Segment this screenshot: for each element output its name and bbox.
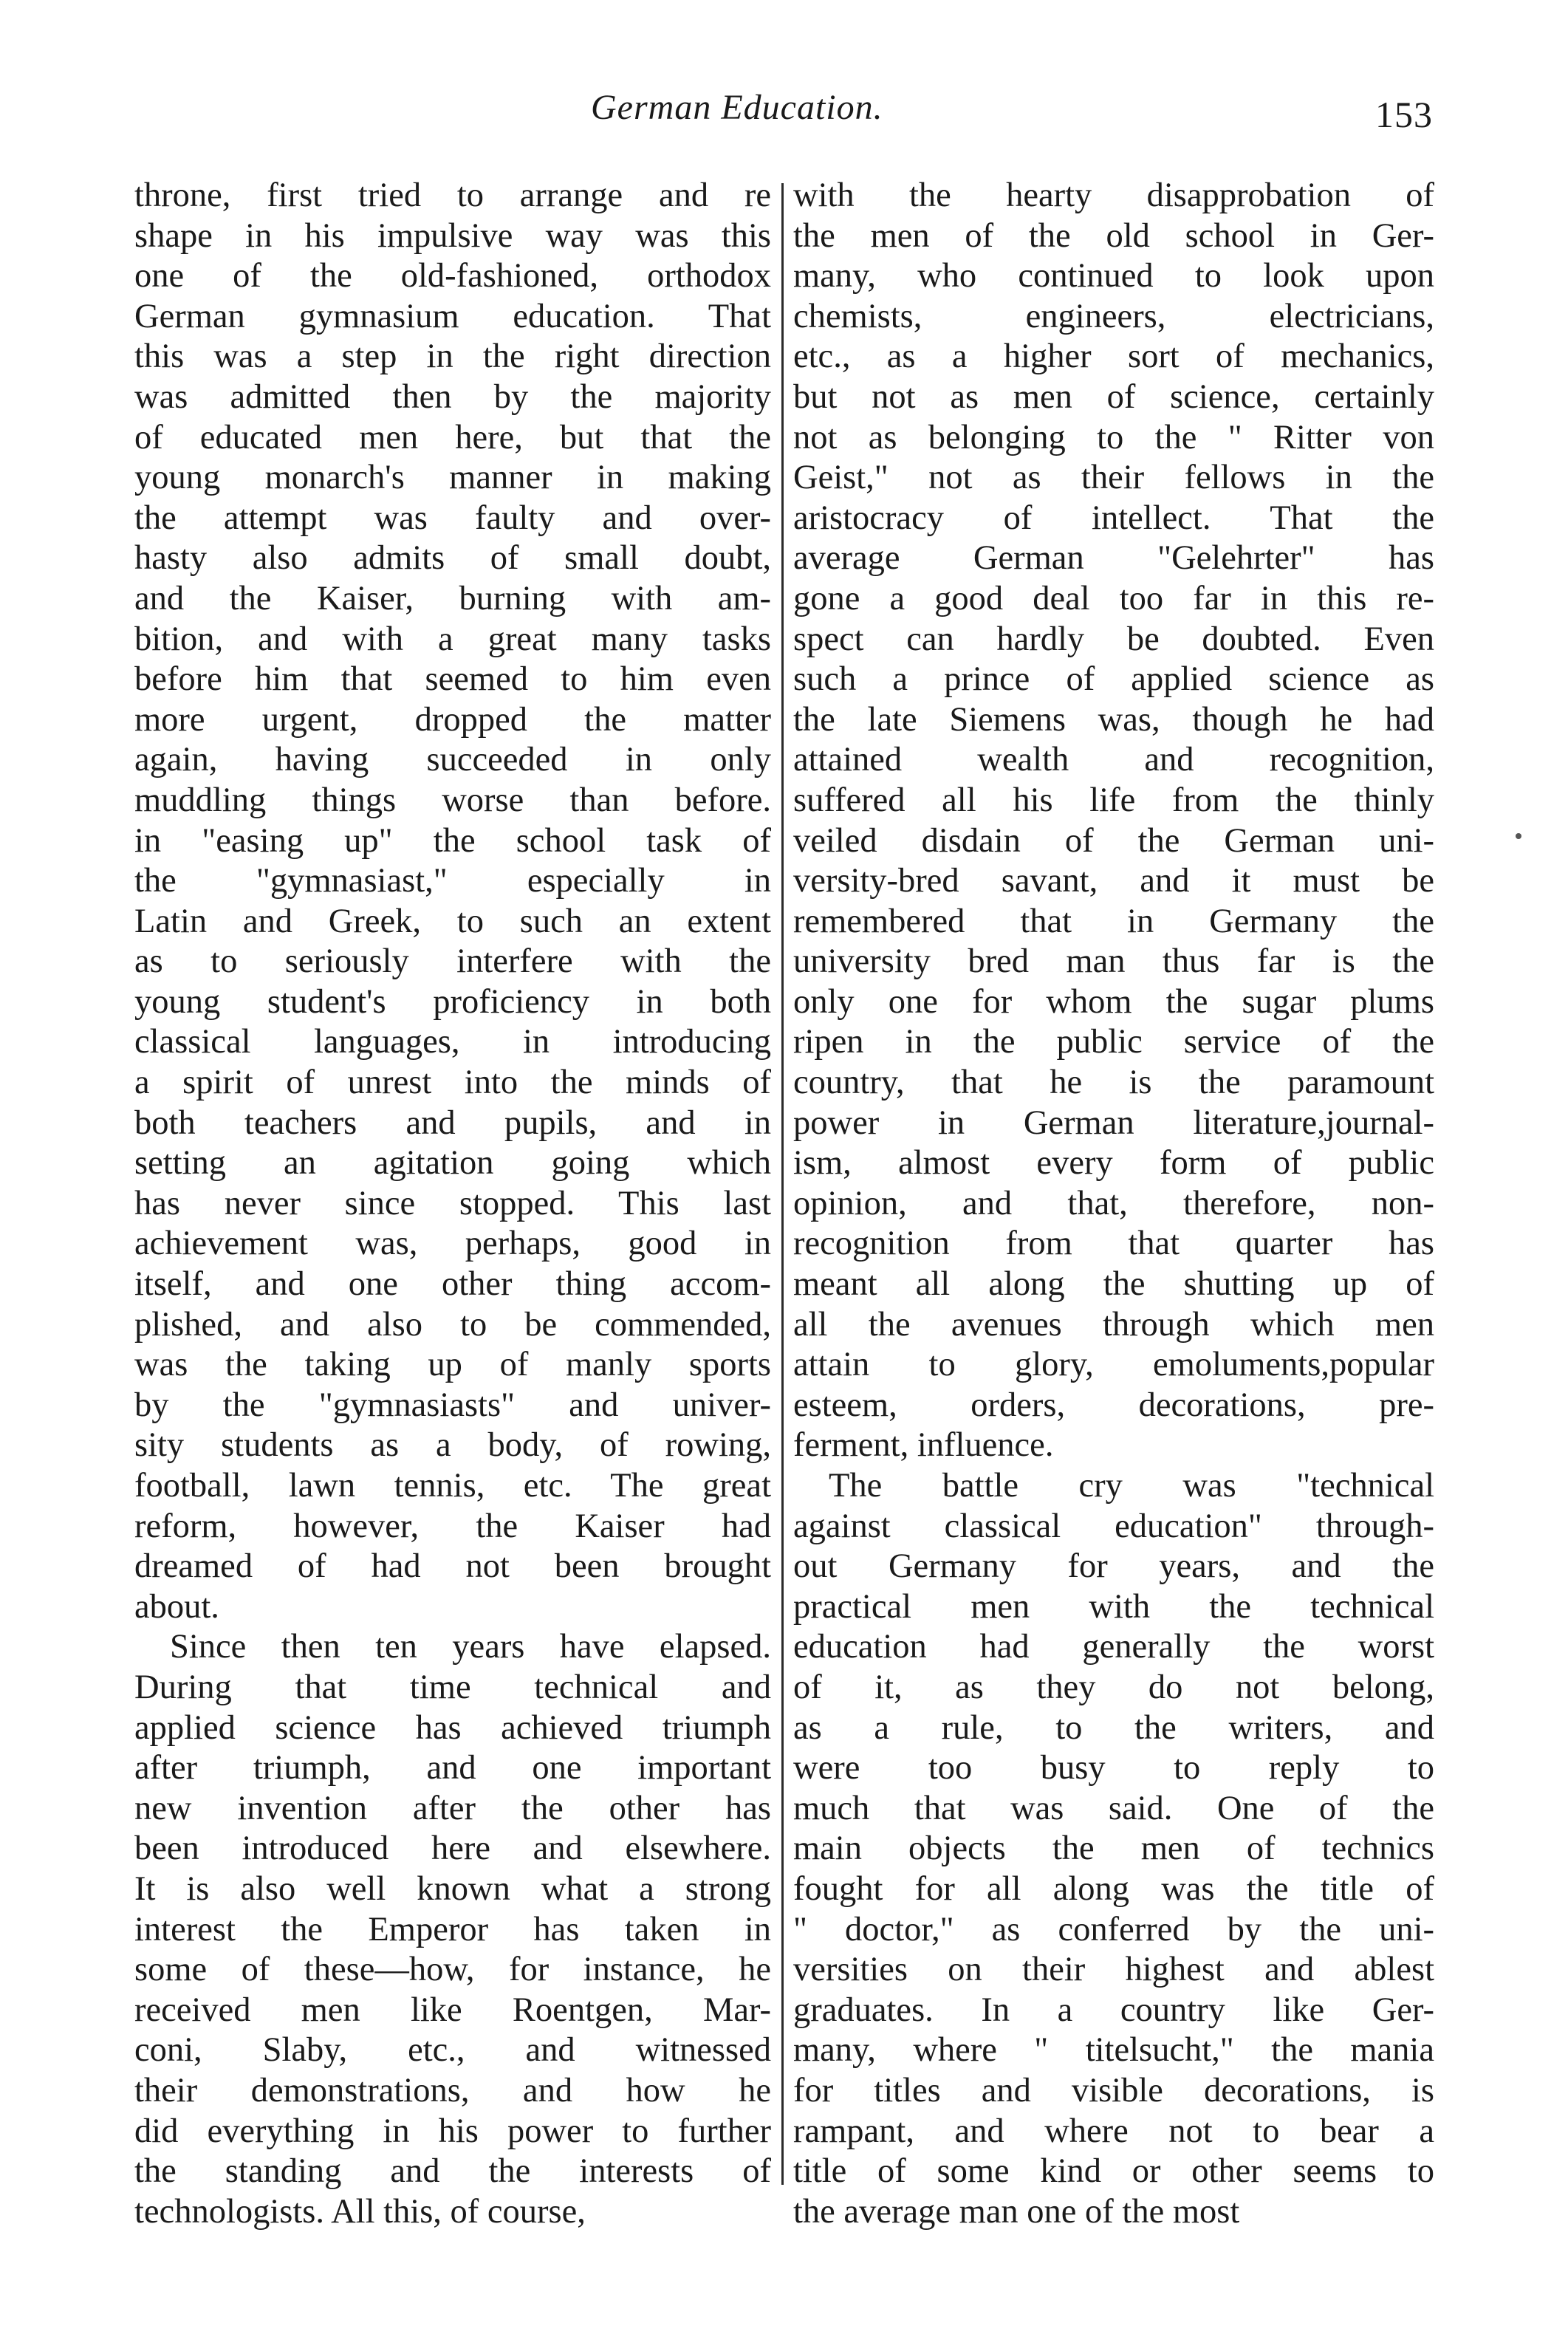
stray-ink-mark (1516, 833, 1521, 839)
text-line: not as belonging to the " Ritter von (793, 418, 1434, 456)
text-line: been introduced here and elsewhere. (134, 1830, 771, 1868)
text-line: a spirit of unrest into the minds of (134, 1064, 771, 1102)
text-line: classical languages, in introducing (134, 1023, 771, 1061)
text-line: setting an agitation going which (134, 1144, 771, 1183)
text-line: technologists. All this, of course, (134, 2192, 586, 2231)
text-line: rampant, and where not to bear a (793, 2112, 1434, 2150)
text-line: meant all along the shutting up of (793, 1265, 1434, 1304)
text-line: interest the Emperor has taken in (134, 1910, 771, 1948)
text-line: but not as men of science, certainly (793, 377, 1434, 416)
page-number: 153 (1375, 94, 1433, 135)
left-column (134, 176, 771, 2232)
text-line: more urgent, dropped the matter (134, 700, 771, 739)
text-line: sity students as a body, of rowing, (134, 1426, 771, 1465)
text-line: of it, as they do not belong, (793, 1668, 1434, 1706)
text-line: football, lawn tennis, etc. The great (134, 1467, 771, 1505)
running-head (133, 87, 1433, 146)
text-line: versities on their highest and ablest (793, 1951, 1434, 1989)
text-line: was admitted then by the majority (134, 377, 771, 416)
text-line: The battle cry was "technical (829, 1467, 1434, 1505)
text-line: with the hearty disapprobation of (793, 177, 1434, 214)
text-line: reform, however, the Kaiser had (134, 1507, 771, 1545)
text-line: in "easing up" the school task of (134, 821, 771, 860)
text-line: graduates. In a country like Ger- (793, 1991, 1434, 2029)
text-line: the average man one of the most (793, 2192, 1240, 2231)
text-line: young student's proficiency in both (134, 982, 771, 1021)
text-line: During that time technical and (134, 1668, 771, 1706)
text-line: spect can hardly be doubted. Even (793, 620, 1434, 658)
text-line: before him that seemed to him even (134, 660, 771, 699)
text-line: country, that he is the paramount (793, 1064, 1434, 1102)
text-line: etc., as a higher sort of mechanics, (793, 338, 1434, 376)
text-line: gone a good deal too far in this re- (793, 579, 1434, 617)
text-line: has never since stopped. This last (134, 1184, 771, 1222)
text-line: many, who continued to look upon (793, 257, 1434, 295)
text-line: esteem, orders, decorations, pre- (793, 1386, 1434, 1424)
text-line: achievement was, perhaps, good in (134, 1225, 771, 1263)
text-line: many, where " titelsucht," the mania (793, 2031, 1434, 2070)
text-line: chemists, engineers, electricians, (793, 297, 1434, 335)
text-line: new invention after the other has (134, 1789, 771, 1827)
text-line: by the "gymnasiasts" and univer- (134, 1386, 771, 1424)
text-line: practical men with the technical (793, 1587, 1434, 1626)
text-line: dreamed of had not been brought (134, 1547, 771, 1586)
text-line: hasty also admits of small doubt, (134, 539, 771, 578)
text-line: aristocracy of intellect. That the (793, 499, 1434, 537)
text-line: Latin and Greek, to such an extent (134, 902, 771, 940)
text-line: education had generally the worst (793, 1628, 1434, 1666)
right-column (793, 176, 1434, 2232)
text-line: such a prince of applied science as (793, 660, 1434, 699)
text-line: Geist," not as their fellows in the (793, 459, 1434, 497)
text-line: and the Kaiser, burning with am- (134, 579, 771, 617)
text-line: much that was said. One of the (793, 1789, 1434, 1827)
text-line: Since then ten years have elapsed. (170, 1628, 771, 1666)
text-line: the attempt was faulty and over- (134, 499, 771, 537)
text-line: muddling things worse than before. (134, 781, 771, 819)
text-line: suffered all his life from the thinly (793, 781, 1434, 819)
text-line: itself, and one other thing accom- (134, 1265, 771, 1304)
text-line: against classical education" through- (793, 1507, 1434, 1545)
text-line: recognition from that quarter has (793, 1225, 1434, 1263)
text-line: remembered that in Germany the (793, 902, 1434, 940)
text-line: applied science has achieved triumph (134, 1708, 771, 1747)
text-line: veiled disdain of the German uni- (793, 821, 1434, 860)
text-line: as a rule, to the writers, and (793, 1708, 1434, 1747)
text-line: " doctor," as conferred by the uni- (793, 1910, 1434, 1948)
text-line: plished, and also to be commended, (134, 1305, 771, 1344)
text-line: all the avenues through which men (793, 1305, 1434, 1344)
text-line: German gymnasium education. That (134, 297, 771, 335)
running-title: German Education. (591, 88, 883, 127)
text-line: title of some kind or other seems to (793, 2152, 1434, 2191)
text-line: opinion, and that, therefore, non- (793, 1184, 1434, 1222)
text-line: the men of the old school in Ger- (793, 216, 1434, 255)
text-line: main objects the men of technics (793, 1830, 1434, 1868)
text-line: only one for whom the sugar plums (793, 982, 1434, 1021)
text-line: fought for all along was the title of (793, 1869, 1434, 1908)
text-line: ferment, influence. (793, 1426, 1054, 1465)
text-line: the late Siemens was, though he had (793, 700, 1434, 739)
text-line: coni, Slaby, etc., and witnessed (134, 2031, 771, 2070)
text-line: as to seriously interfere with the (134, 942, 771, 981)
text-line: attained wealth and recognition, (793, 741, 1434, 779)
text-line: one of the old-fashioned, orthodox (134, 257, 771, 295)
text-line: the standing and the interests of (134, 2152, 771, 2191)
text-line: power in German literature,journal- (793, 1103, 1434, 1142)
text-line: this was a step in the right direction (134, 338, 771, 376)
text-line: university bred man thus far is the (793, 942, 1434, 981)
text-line: shape in his impulsive way was this (134, 216, 771, 255)
text-line: after triumph, and one important (134, 1749, 771, 1787)
text-line: ism, almost every form of public (793, 1144, 1434, 1183)
text-line: It is also well known what a strong (134, 1869, 771, 1908)
text-line: both teachers and pupils, and in (134, 1103, 771, 1142)
text-line: did everything in his power to further (134, 2112, 771, 2150)
text-line: their demonstrations, and how he (134, 2071, 771, 2109)
text-line: about. (134, 1587, 219, 1626)
column-divider (781, 183, 784, 2185)
text-line: for titles and visible decorations, is (793, 2071, 1434, 2109)
text-line: average German "Gelehrter" has (793, 539, 1434, 578)
text-line: out Germany for years, and the (793, 1547, 1434, 1586)
text-line: attain to glory, emoluments,popular (793, 1346, 1434, 1384)
text-line: was the taking up of manly sports (134, 1346, 771, 1384)
text-line: the "gymnasiast," especially in (134, 862, 771, 900)
text-line: young monarch's manner in making (134, 459, 771, 497)
text-line: bition, and with a great many tasks (134, 620, 771, 658)
text-line: again, having succeeded in only (134, 741, 771, 779)
text-line: of educated men here, but that the (134, 418, 771, 456)
text-line: received men like Roentgen, Mar- (134, 1991, 771, 2029)
text-line: versity-bred savant, and it must be (793, 862, 1434, 900)
text-line: some of these—how, for instance, he (134, 1951, 771, 1989)
text-line: throne, first tried to arrange and re (134, 177, 771, 214)
text-line: ripen in the public service of the (793, 1023, 1434, 1061)
text-line: were too busy to reply to (793, 1749, 1434, 1787)
